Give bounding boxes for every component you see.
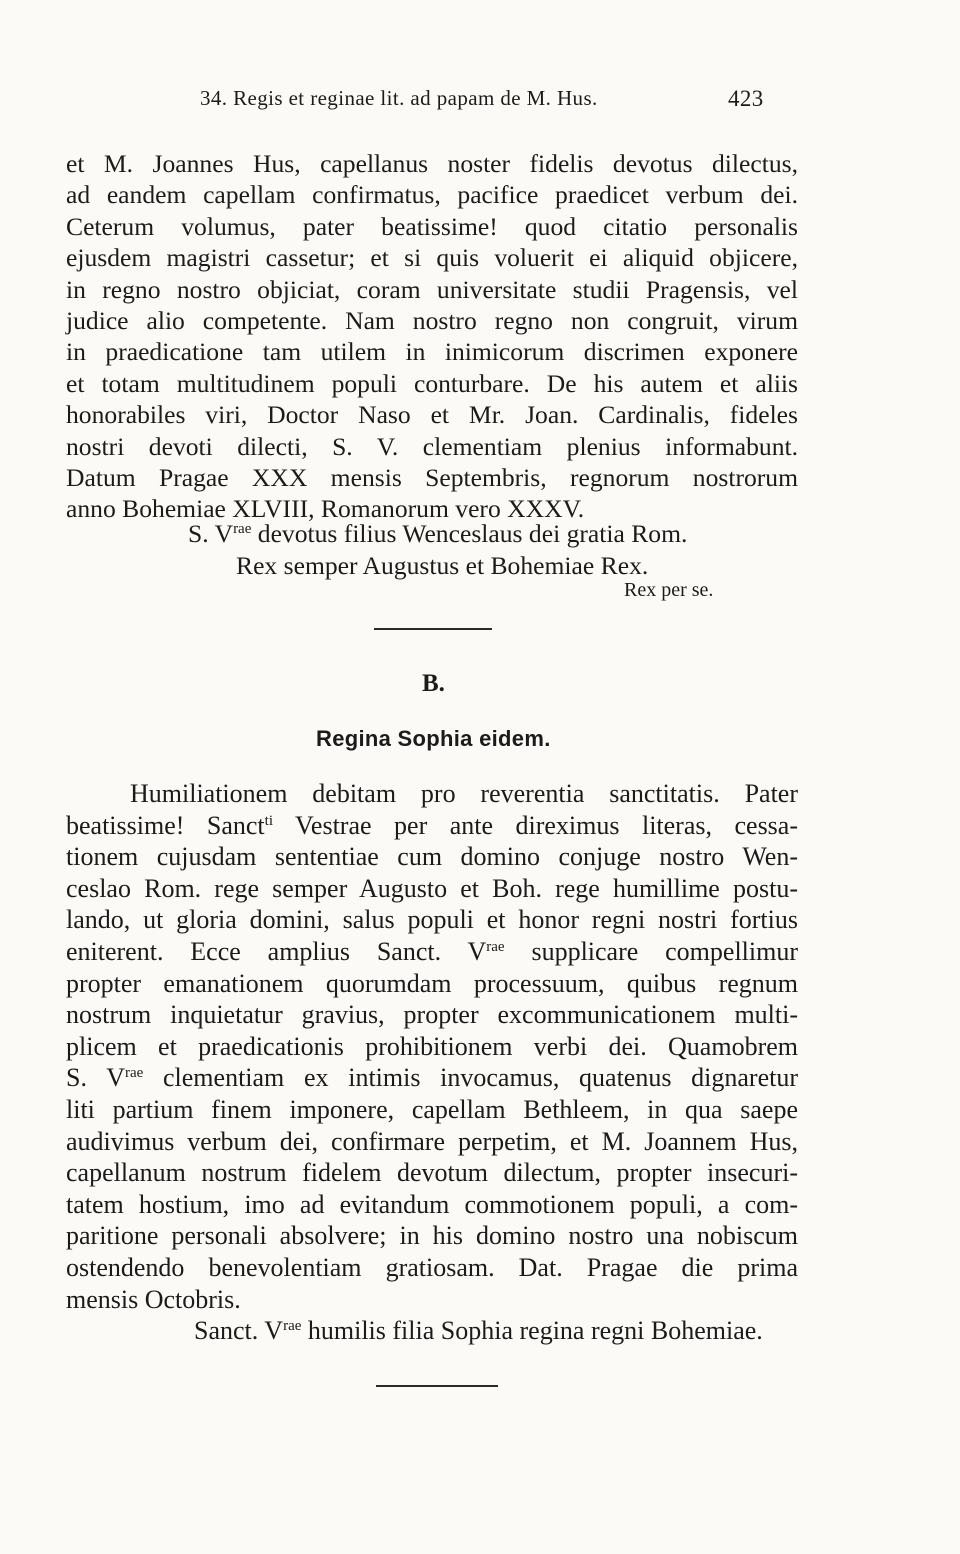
text-line: judice alio competente. Nam nostro regno non congruit, virum bbox=[66, 305, 798, 335]
section-title: Regina Sophia eidem. bbox=[316, 726, 551, 751]
text-line: audivimus verbum dei, confirmare perpetim, et M. Joannem Hus, bbox=[66, 1126, 798, 1156]
text-line: capellanum nostrum fidelem devotum dilectum, propter insecuri- bbox=[66, 1158, 798, 1188]
subscription: Rex per se. bbox=[624, 579, 714, 601]
text-line: ad eandem capellam confirmatus, pacifice praedicet verbum dei. bbox=[66, 180, 798, 210]
running-title: 34. Regis et reginae lit. ad papam de M. Hus. bbox=[200, 86, 598, 110]
text-line: nostrum inquietatur gravius, propter excommunicationem multi- bbox=[66, 1000, 798, 1030]
text-line: Ceterum volumus, pater beatissime! quod citatio personalis bbox=[66, 211, 798, 241]
letter-b-body bbox=[66, 778, 798, 1347]
text-line: liti partium finem imponere, capellam Bethleem, in qua saepe bbox=[66, 1094, 798, 1124]
text-line: anno Bohemiae XLVIII, Romanorum vero XXXV. bbox=[66, 494, 585, 524]
text-line: Humiliationem debitam pro reverentia sanctitatis. Pater bbox=[130, 779, 798, 808]
section-divider bbox=[374, 628, 492, 630]
running-head bbox=[0, 86, 960, 120]
text-line: tionem cujusdam sententiae cum domino conjuge nostro Wen- bbox=[66, 842, 798, 872]
text-line: Datum Pragae XXX mensis Septembris, regnorum nostrorum bbox=[66, 462, 798, 492]
text-line: in praedicatione tam utilem in inimicorum discrimen exponere bbox=[66, 337, 798, 367]
text-line: ostendendo benevolentiam gratiosam. Dat. Pragae die prima bbox=[66, 1252, 798, 1282]
text-line: honorabiles viri, Doctor Naso et Mr. Joan. Cardinalis, fideles bbox=[66, 400, 798, 430]
text-line: S. $V^{rae}$ clementiam ex intimis invocamus, quatenus dignaretur bbox=[66, 1063, 798, 1093]
page-number: 423 bbox=[728, 86, 764, 111]
text-line: paritione personali absolvere; in his domino nostro una nobiscum bbox=[66, 1221, 798, 1251]
signature-line-1: S. $V^{rae}$ devotus filius Wenceslaus dei gratia Rom. bbox=[188, 519, 688, 548]
text-line: ceslao Rom. rege semper Augusto et Boh. rege humillime postu- bbox=[66, 873, 798, 903]
text-line: et totam multitudinem populi conturbare. De his autem et aliis bbox=[66, 368, 798, 398]
text-line: plicem et praedicationis prohibitionem verbi dei. Quamobrem bbox=[66, 1031, 798, 1061]
closing-line: Sanct. $V^{rae}$ humilis filia Sophia regina regni Bohemiae. bbox=[194, 1316, 763, 1346]
text-line: et M. Joannes Hus, capellanus noster fidelis devotus dilectus, bbox=[66, 149, 798, 178]
signature-line-2: Rex semper Augustus et Bohemiae Rex. bbox=[236, 551, 649, 580]
text-line: eniterent. Ecce amplius Sanct. $V^{rae}$ supplicare compellimur bbox=[66, 936, 799, 966]
text-line: ejusdem magistri cassetur; et si quis voluerit ei aliquid objicere, bbox=[66, 243, 798, 273]
text-line: propter emanationem quorumdam processuum, quibus regnum bbox=[66, 968, 798, 998]
text-line: tatem hostium, imo ad evitandum commotionem populi, a com- bbox=[66, 1189, 798, 1219]
text-line: mensis Octobris. bbox=[66, 1284, 241, 1314]
text-line: in regno nostro objiciat, coram universitate studii Pragensis, vel bbox=[66, 274, 798, 304]
section-letter: B. bbox=[422, 670, 445, 697]
letter-a-body bbox=[66, 148, 798, 525]
end-divider bbox=[376, 1385, 498, 1387]
text-line: lando, ut gloria domini, salus populi et honor regni nostri fortius bbox=[66, 905, 798, 935]
text-line: nostri devoti dilecti, S. V. clementiam plenius informabunt. bbox=[66, 431, 798, 461]
letter-a-signature bbox=[188, 518, 798, 582]
text-line: beatissime! Sanct$^{ti}$ Vestrae per ante direximus literas, cessa- bbox=[66, 810, 798, 840]
